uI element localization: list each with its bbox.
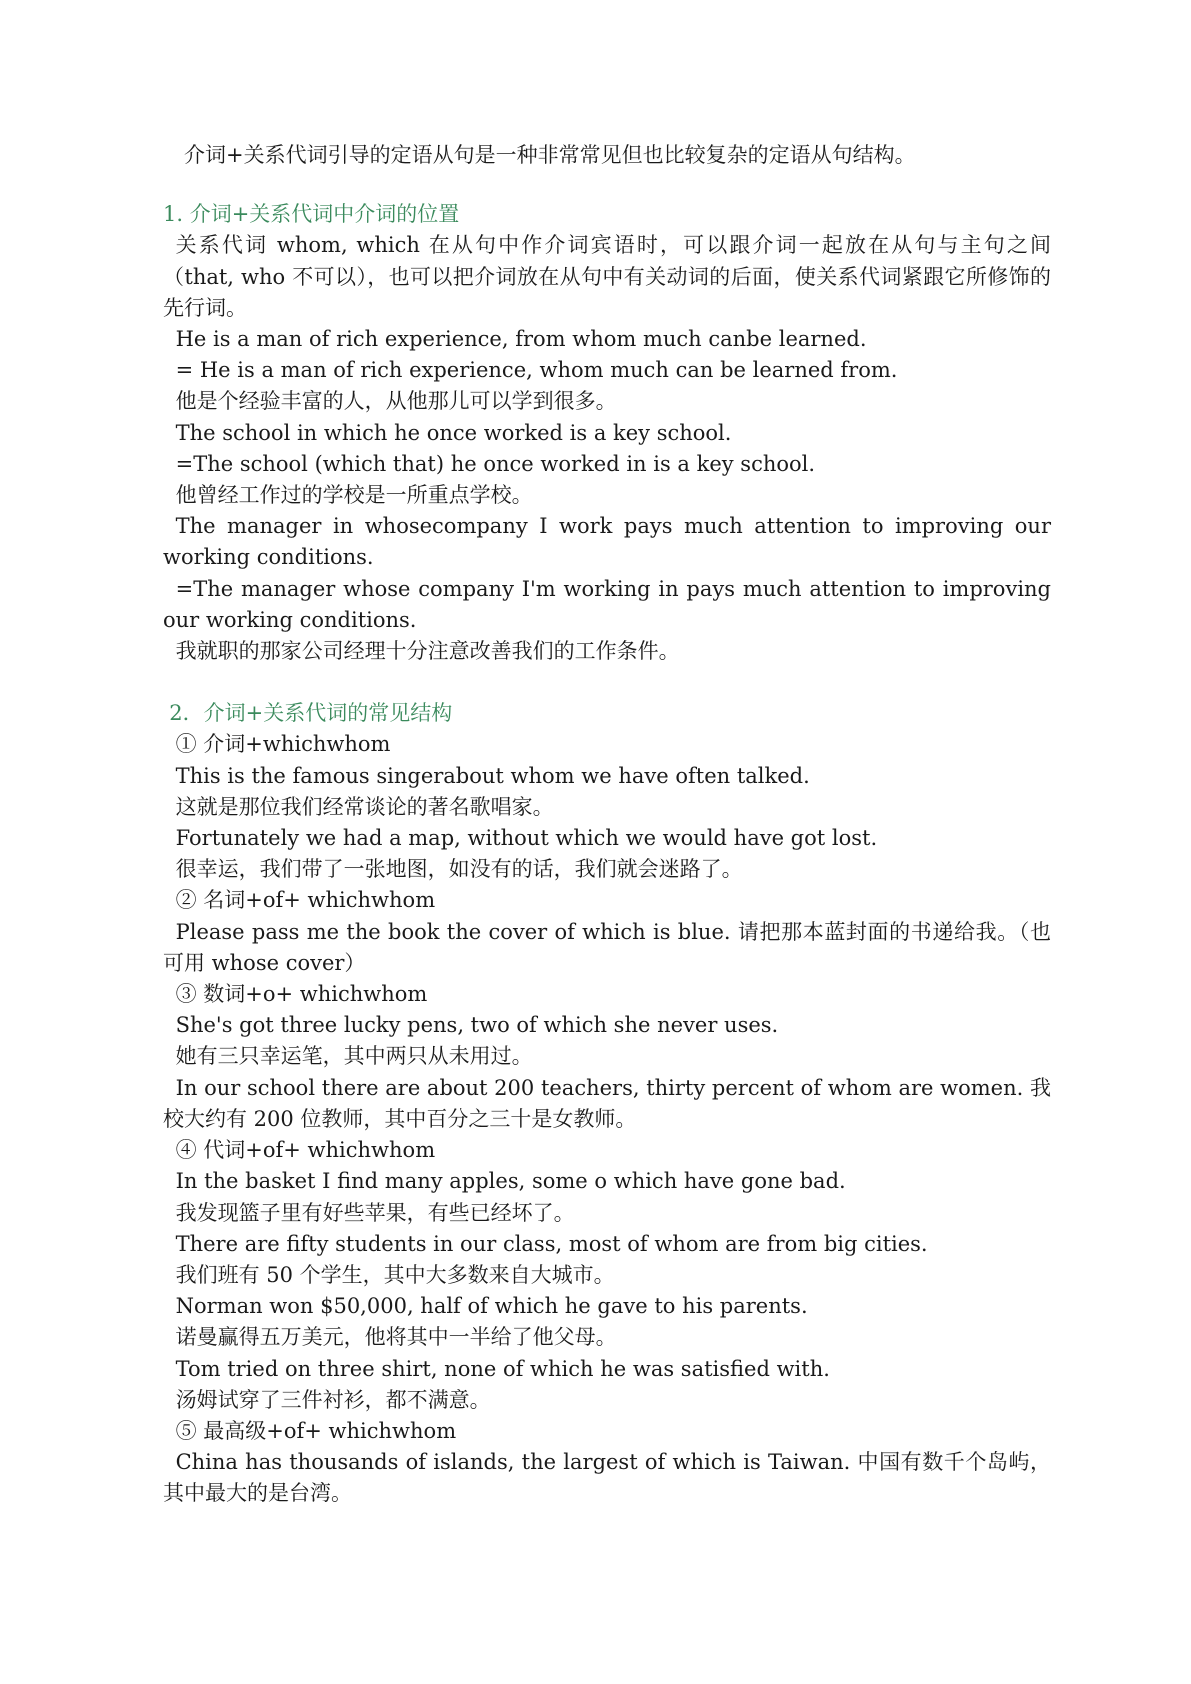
example-sentence: Tom tried on three shirt, none of which he was satisfied with. (175, 1356, 830, 1381)
example-sentence: China has thousands of islands, the largest of which is Taiwan. 中国有数千个岛屿，其中最大的是台湾。 (163, 1450, 1051, 1506)
example-translation: 我就职的那家公司经理十分注意改善我们的工作条件。 (175, 639, 680, 664)
example-sentence: In the basket I find many apples, some o which have gone bad. (175, 1169, 846, 1194)
example-translation: 汤姆试穿了三件衬衫，都不满意。 (175, 1387, 491, 1412)
example-translation: 她有三只幸运笔，其中两只从未用过。 (175, 1044, 533, 1069)
structure-label: ⑤ 最高级+of+ whichwhom (175, 1418, 457, 1443)
example-sentence: Please pass me the book the cover of which is blue. 请把那本蓝封面的书递给我。（也可用 whose cover） (163, 919, 1051, 975)
example-sentence: Norman won $50,000, half of which he gave to his parents. (175, 1294, 808, 1319)
intro-paragraph: 介词+关系代词引导的定语从句是一种非常常见但也比较复杂的定语从句结构。 (184, 143, 916, 167)
structure-label: ③ 数词+o+ whichwhom (175, 982, 428, 1007)
example-sentence: He is a man of rich experience, from whom much canbe learned. (175, 327, 867, 352)
structure-label: ④ 代词+of+ whichwhom (175, 1138, 436, 1163)
example-sentence: The school in which he once worked is a key school. (175, 420, 732, 445)
spacer (163, 171, 1051, 199)
example-translation: 诺曼赢得五万美元，他将其中一半给了他父母。 (175, 1325, 617, 1350)
structure-label: ② 名词+of+ whichwhom (175, 888, 436, 913)
document-page (163, 140, 1051, 1510)
section-2-heading: 2．介词+关系代词的常见结构 (169, 701, 453, 726)
section-1-heading: 1. 介词+关系代词中介词的位置 (163, 202, 460, 227)
example-translation: 这就是那位我们经常谈论的著名歌唱家。 (175, 794, 554, 819)
example-translation: 很幸运，我们带了一张地图，如没有的话，我们就会迷路了。 (175, 857, 743, 882)
spacer (163, 667, 1051, 698)
example-sentence: =The manager whose company I'm working in pays much attention to improving our working conditions. (163, 576, 1051, 632)
example-sentence: There are fifty students in our class, most of whom are from big cities. (175, 1231, 928, 1256)
example-sentence: =The school (which that) he once worked in is a key school. (175, 451, 816, 476)
section-1-explanation: 关系代词 whom, which 在从句中作介词宾语时，可以跟介词一起放在从句与主句之间（that, who 不可以），也可以把介词放在从句中有关动词的后面，使关系代词紧跟它所修饰的先行词。 (163, 233, 1051, 320)
example-translation: 他是个经验丰富的人，从他那儿可以学到很多。 (175, 389, 617, 414)
structure-label: ① 介词+whichwhom (175, 732, 391, 757)
example-translation: 我们班有 50 个学生，其中大多数来自大城市。 (175, 1262, 615, 1287)
example-sentence: Fortunately we had a map, without which we would have got lost. (175, 826, 878, 851)
example-translation: 他曾经工作过的学校是一所重点学校。 (175, 483, 533, 508)
example-sentence: This is the famous singerabout whom we have often talked. (175, 763, 810, 788)
example-sentence: She's got three lucky pens, two of which she never uses. (175, 1013, 779, 1038)
example-sentence: The manager in whosecompany I work pays much attention to improving our working conditions. (163, 514, 1051, 570)
example-sentence: In our school there are about 200 teachers, thirty percent of whom are women. 我校大约有 200 位教师，其中百分之三十是女教师。 (163, 1075, 1051, 1131)
example-sentence: = He is a man of rich experience, whom much can be learned from. (175, 358, 898, 383)
example-translation: 我发现篮子里有好些苹果，有些已经坏了。 (175, 1200, 575, 1225)
